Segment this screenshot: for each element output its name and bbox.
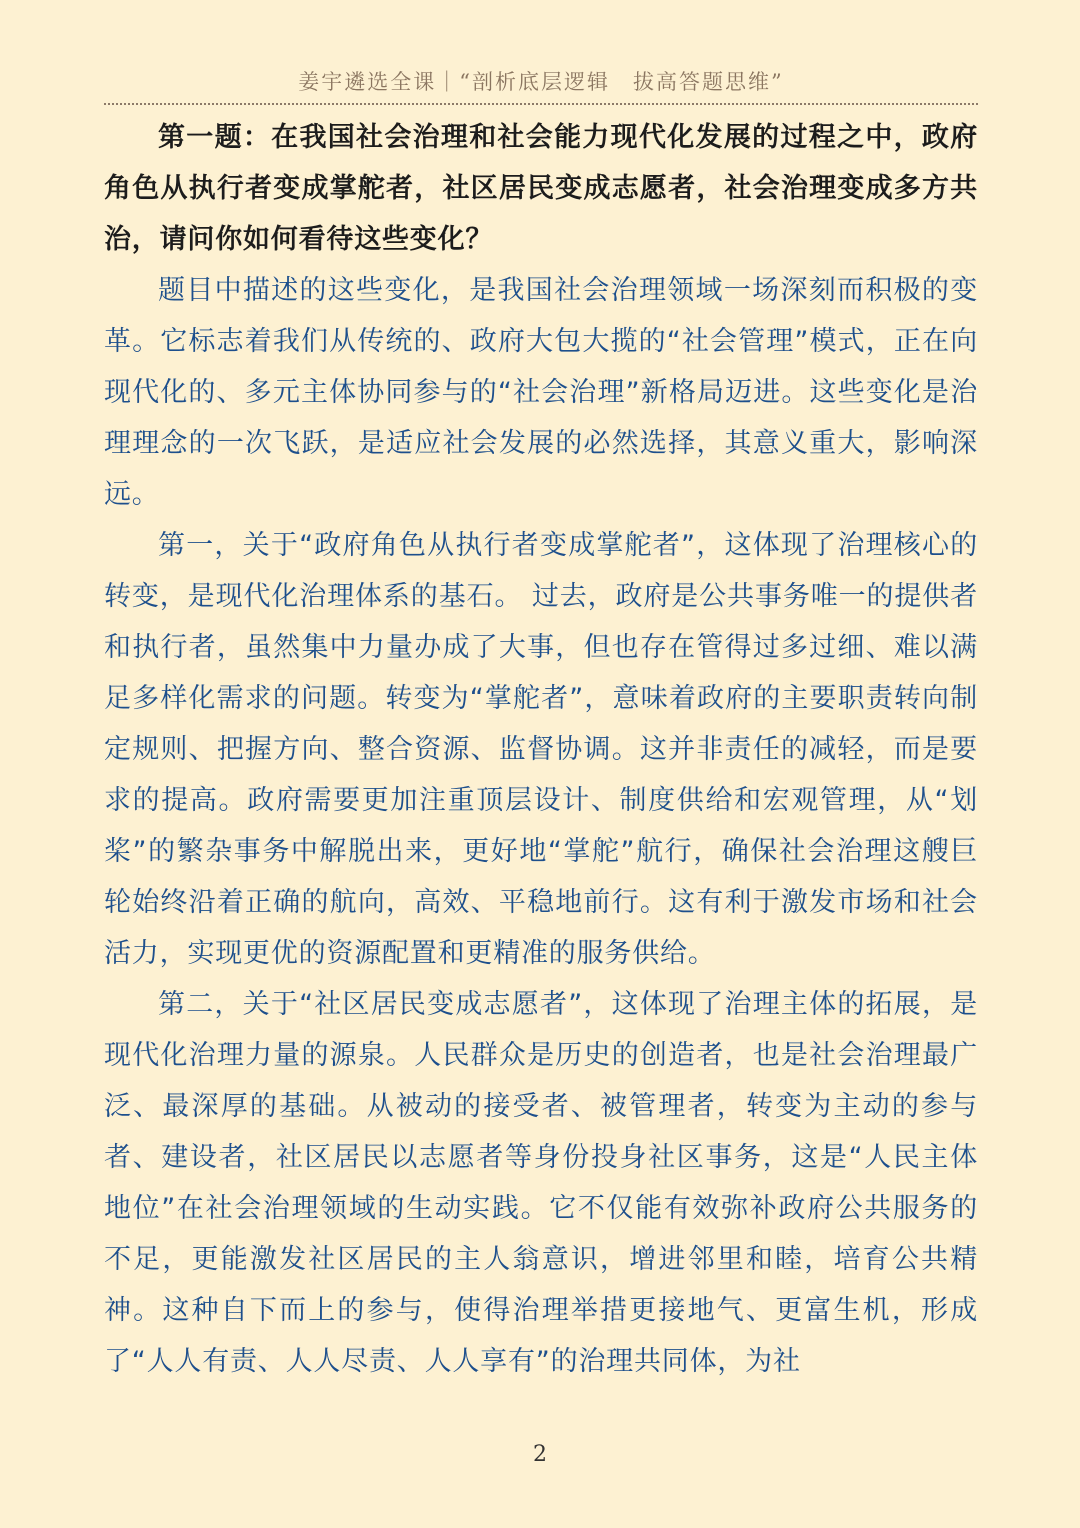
question-paragraph: 第一题：在我国社会治理和社会能力现代化发展的过程之中，政府角色从执行者变成掌舵者，社区居民变成志愿者，社会治理变成多方共治，请问你如何看待这些变化？ — [104, 122, 978, 255]
answer-paragraph-first-point: 第一，关于“政府角色从执行者变成掌舵者”，这体现了治理核心的转变，是现代化治理体系的基石。 过去，政府是公共事务唯一的提供者和执行者，虽然集中力量办成了大事，但也存在管得过多过细、难以满足多样化需求的问题。转变为“掌舵者”，意味着政府的主要职责转向制定规则、把握方向、整合资源、监督协调。这并非责任的减轻，而是要求的提高。政府需要更加注重顶层设计、制度供给和宏观管理，从“划桨”的繁杂事务中解脱出来，更好地“掌舵”航行，确保社会治理这艘巨轮始终沿着正确的航向，高效、平稳地前行。这有利于激发市场和社会活力，实现更优的资源配置和更精准的服务供给。 — [104, 530, 978, 969]
page-number: 2 — [533, 1442, 547, 1467]
page-body — [104, 112, 978, 1387]
running-header: 姜宇遴选全课｜“剖析底层逻辑 拔高答题思维” — [298, 70, 784, 94]
answer-paragraph-second-point: 第二，关于“社区居民变成志愿者”，这体现了治理主体的拓展，是现代化治理力量的源泉。人民群众是历史的创造者，也是社会治理最广泛、最深厚的基础。从被动的接受者、被管理者，转变为主动的参与者、建设者，社区居民以志愿者等身份投身社区事务，这是“人民主体地位”在社会治理领域的生动实践。它不仅能有效弥补政府公共服务的不足，更能激发社区居民的主人翁意识，增进邻里和睦，培育公共精神。这种自下而上的参与，使得治理举措更接地气、更富生机，形成了“人人有责、人人尽责、人人享有”的治理共同体，为社 — [104, 989, 978, 1377]
header-divider — [104, 103, 978, 105]
answer-paragraph-intro: 题目中描述的这些变化，是我国社会治理领域一场深刻而积极的变革。它标志着我们从传统的、政府大包大揽的“社会管理”模式，正在向现代化的、多元主体协同参与的“社会治理”新格局迈进。这些变化是治理理念的一次飞跃，是适应社会发展的必然选择，其意义重大，影响深远。 — [104, 275, 978, 510]
